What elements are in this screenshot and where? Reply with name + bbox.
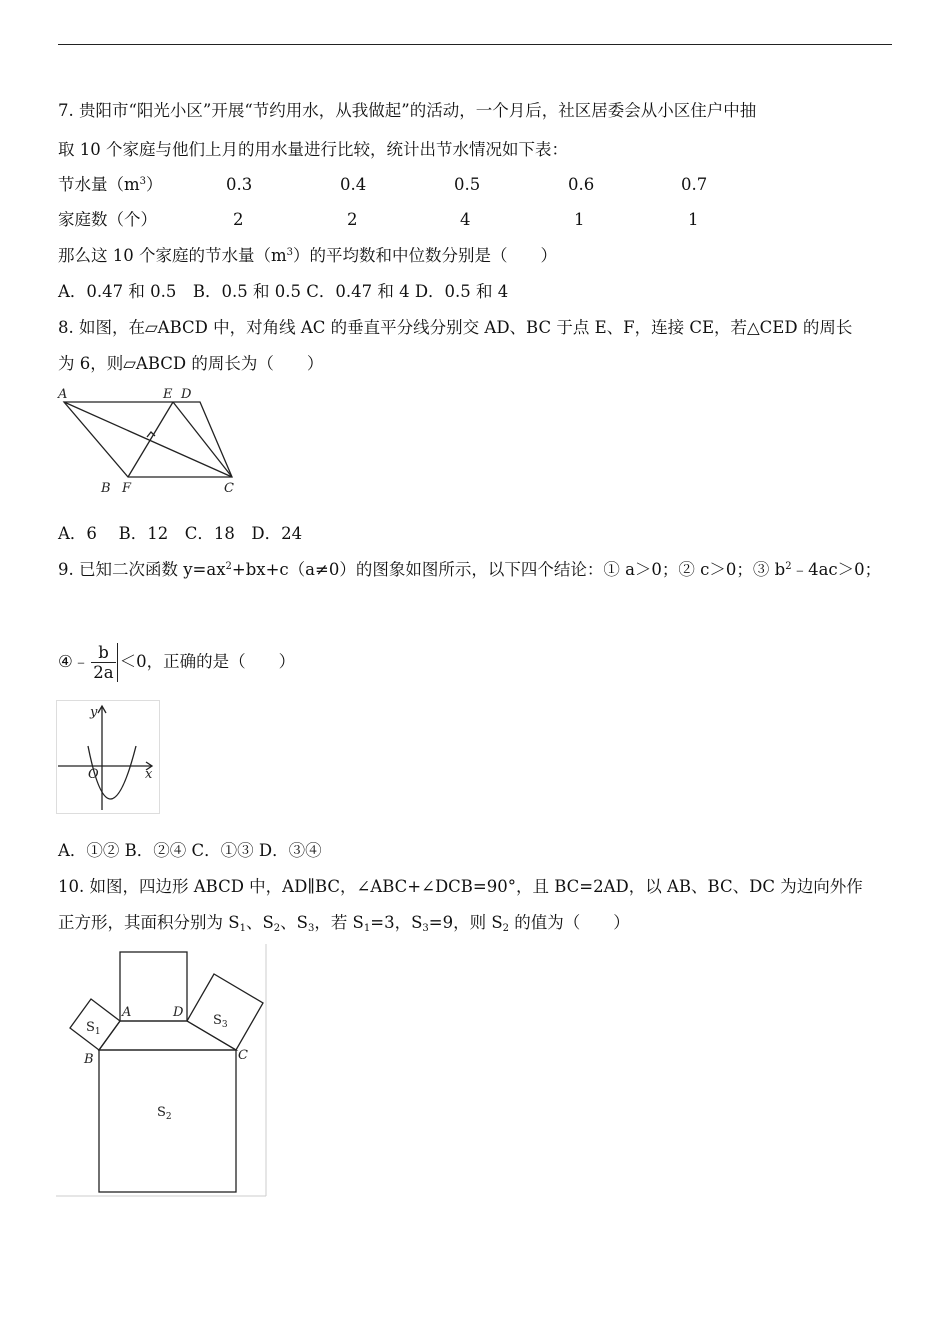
- squares-figure: [56, 944, 268, 1198]
- label-s2: $S_2$: [157, 1105, 172, 1122]
- label-c: C: [224, 481, 234, 496]
- q9-line1: 9. 已知二次函数 $y=ax^2+bx+c(a\ne 0)$的图象如图所示，以下四个结论：① a＞0；② c＞0；③ $b^2﹣4ac>0$；: [58, 560, 882, 579]
- label-c: C: [238, 1048, 248, 1063]
- label-a: A: [58, 387, 68, 402]
- q7-table-cell: 0.5: [454, 175, 481, 194]
- q8-options: A．6 B．12 C．18 D．24: [58, 524, 303, 543]
- fraction-b-over-2a: $\frac{b}{2a}$: [91, 643, 117, 682]
- diagonal-ac: [64, 402, 232, 477]
- q7-table-cell: 0.4: [340, 175, 367, 194]
- q9-line2: ④﹣ $\frac{b}{2a}$ ＜0，正确的是（ ）: [58, 643, 296, 682]
- segment-ef: [128, 402, 173, 477]
- label-a: A: [122, 1005, 132, 1020]
- label-s3: $S_3$: [213, 1013, 228, 1030]
- q10-line2: 正方形，其面积分别为 $S_1$、$S_2$、$S_3$，若 $S_1=3$，$S_3=9$，则 $S_2$ 的值为（ ）: [58, 913, 630, 934]
- label-f: F: [122, 481, 132, 496]
- q7-options: A．0.47 和 0.5 B．0.5 和 0.5 C．0.47 和 4 D．0.5 和 4: [58, 282, 509, 301]
- square-s1: [70, 999, 120, 1050]
- q7-table-cell: 1: [574, 210, 585, 229]
- q10-line1: 10. 如图，四边形 ABCD 中，AD∥BC，∠ABC+∠DCB=90°，且 BC=2AD，以 AB、BC、DC 为边向外作: [58, 877, 863, 896]
- label-s1: $S_1$: [86, 1020, 101, 1037]
- label-d: D: [173, 1005, 184, 1020]
- label-d: D: [181, 387, 192, 402]
- label-origin: O: [88, 767, 99, 782]
- q7-line1: 7. 贵阳市“阳光小区”开展“节约用水，从我做起”的活动，一个月后，社区居委会从小区住户中抽: [58, 101, 757, 120]
- q9-options: A．①② B．②④ C．①③ D．③④: [58, 841, 322, 860]
- q7-table-cell: 2: [347, 210, 358, 229]
- parabola-figure: [56, 700, 160, 814]
- q7-table-cell: 4: [460, 210, 471, 229]
- q7-table-cell: 0.3: [226, 175, 253, 194]
- q7-table-row2-label: 家庭数（个）: [58, 210, 157, 229]
- q7-table-cell: 2: [233, 210, 244, 229]
- label-b: B: [84, 1052, 94, 1067]
- label-x: x: [145, 767, 153, 782]
- header-rule: [58, 44, 892, 45]
- q8-line2: 为 6，则▱ABCD 的周长为（ ）: [58, 354, 324, 373]
- segment-ce: [173, 402, 232, 477]
- label-e: E: [163, 387, 173, 402]
- q7-line2: 取 10 个家庭与他们上月的用水量进行比较，统计出节水情况如下表：: [58, 140, 568, 159]
- q8-line1: 8. 如图，在▱ABCD 中，对角线 AC 的垂直平分线分别交 AD、BC 于点 E、F，连接 CE，若△CED 的周长: [58, 318, 853, 337]
- parallelogram-figure: [56, 382, 246, 498]
- q7-table-cell: 1: [688, 210, 699, 229]
- q7-line3: 那么这 10 个家庭的节水量$(m^3)$的平均数和中位数分别是（ ）: [58, 246, 558, 265]
- square-s3: [187, 974, 263, 1050]
- q7-table-cell: 0.6: [568, 175, 595, 194]
- q7-table-cell: 0.7: [681, 175, 708, 194]
- label-y: y: [90, 705, 98, 720]
- q7-table-row1-label: 节水量$(m^3)$: [58, 175, 163, 194]
- label-b: B: [101, 481, 111, 496]
